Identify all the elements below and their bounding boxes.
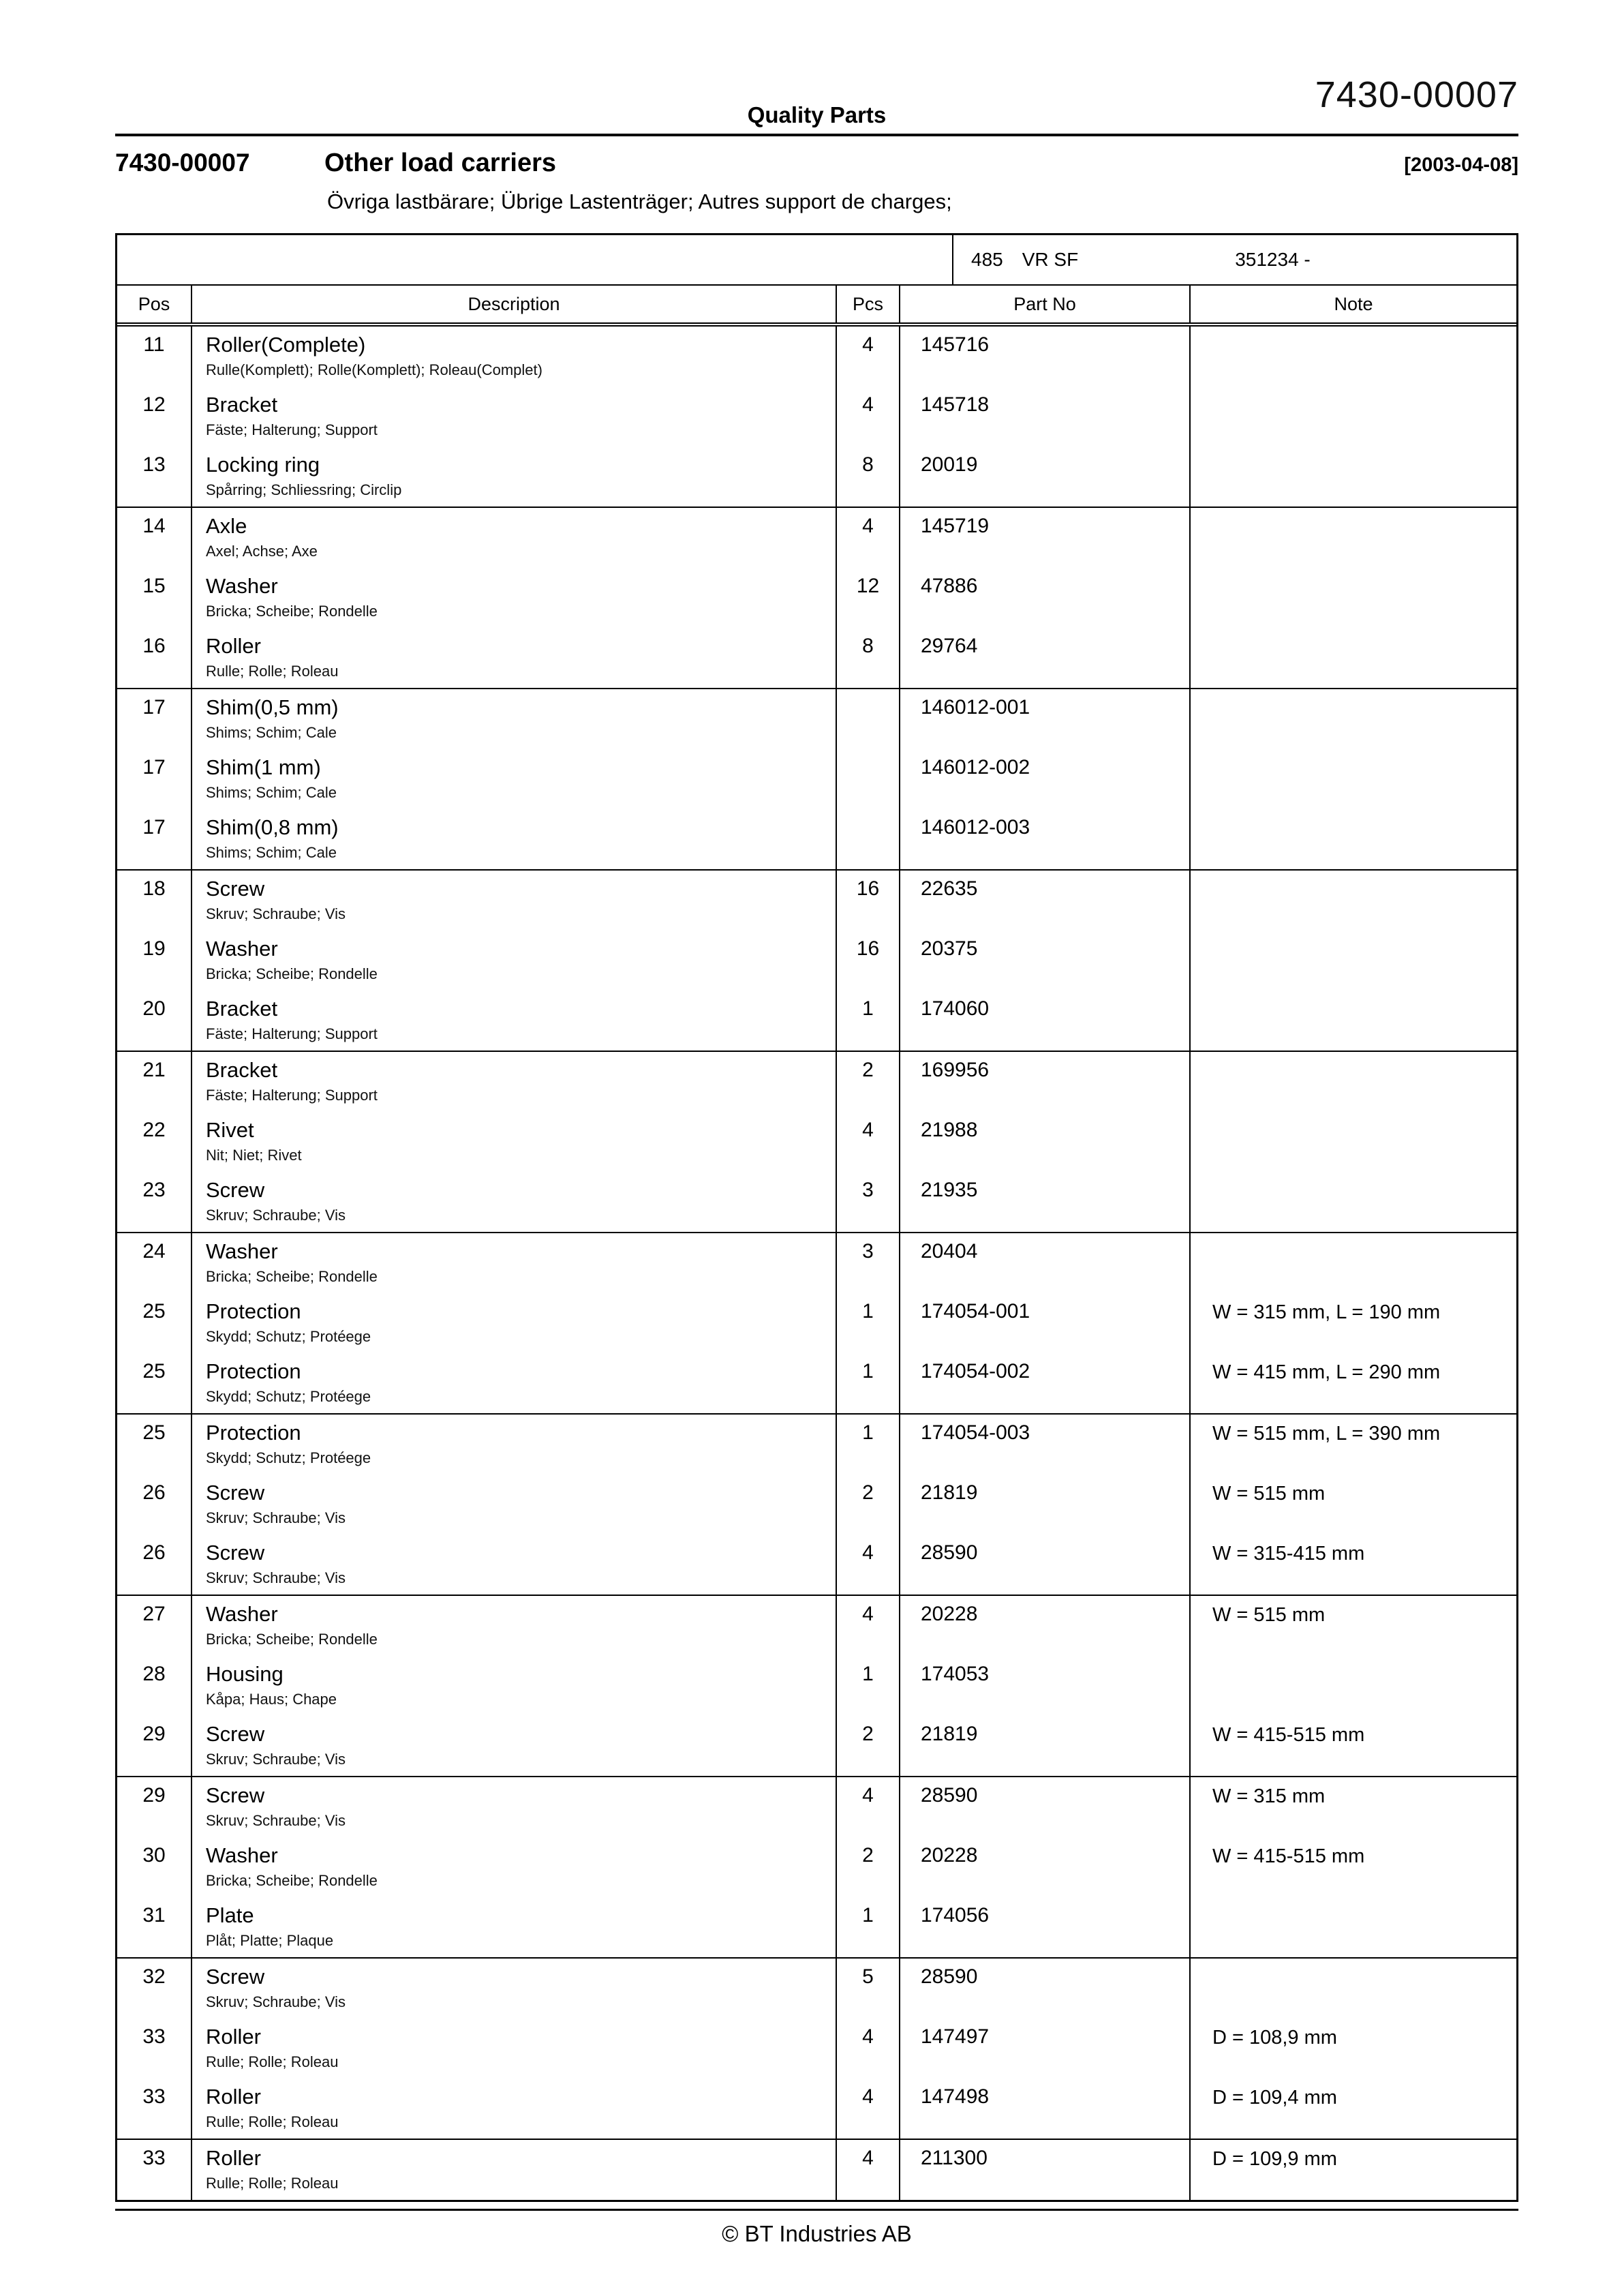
cell-pcs: 1 [836,991,899,1051]
part-name-translations: Skruv; Schraube; Vis [206,1569,346,1586]
cell-description [191,2019,836,2079]
cell-note: W = 515 mm [1189,1475,1516,1535]
cell-note [1189,749,1516,809]
cell-pos: 15 [142,575,166,597]
table-header-row [117,286,1516,327]
cell-pcs: 16 [836,871,899,931]
part-name: Protection [206,1359,301,1383]
cell-description [191,1293,836,1353]
row-group [117,1052,1516,1233]
table-row [117,327,1516,387]
meta-code: VR SF [1022,249,1079,270]
cell-description [191,2079,836,2139]
cell-description [191,508,836,568]
cell-note [1189,991,1516,1051]
part-name: Shim(1 mm) [206,755,321,779]
table-row [117,568,1516,628]
parts-table [115,233,1518,2202]
part-name-translations: Shims; Schim; Cale [206,724,337,741]
cell-pcs: 1 [836,1353,899,1413]
cell-description [191,1475,836,1535]
cell-pos: 26 [142,1481,166,1504]
part-name: Screw [206,1541,265,1565]
part-name: Shim(0,5 mm) [206,695,339,719]
part-name-translations: Skruv; Schraube; Vis [206,1993,346,2010]
brand-header: Quality Parts [747,102,887,127]
table-row [117,871,1516,931]
cell-part-no: 20375 [899,931,1189,991]
part-name-translations: Skydd; Schutz; Protéege [206,1328,371,1345]
cell-note [1189,508,1516,568]
column-header-pos: Pos [138,293,170,314]
cell-pos: 29 [142,1784,166,1807]
cell-part-no: 145718 [899,387,1189,447]
part-name-translations: Bricka; Scheibe; Rondelle [206,1872,378,1889]
cell-note [1189,327,1516,387]
cell-note [1189,931,1516,991]
cell-note: D = 108,9 mm [1189,2019,1516,2079]
part-name: Roller [206,634,261,658]
cell-part-no: 146012-001 [899,689,1189,749]
cell-pcs: 16 [836,931,899,991]
cell-pcs [836,809,899,869]
cell-pos: 17 [142,816,166,839]
cell-description [191,568,836,628]
cell-pos: 31 [142,1904,166,1927]
cell-pos: 30 [142,1844,166,1867]
table-row [117,1172,1516,1232]
part-name: Screw [206,1722,265,1746]
column-header-description: Description [191,286,836,322]
row-group [117,689,1516,871]
cell-description [191,689,836,749]
cell-description [191,1052,836,1112]
cell-pos: 27 [142,1603,166,1625]
cell-part-no: 21819 [899,1716,1189,1776]
table-row [117,1353,1516,1413]
part-name: Washer [206,574,278,598]
cell-description [191,1535,836,1595]
title-doc-number: 7430-00007 [115,149,250,177]
part-name: Locking ring [206,453,320,477]
part-name: Housing [206,1662,284,1686]
cell-pcs: 5 [836,1959,899,2019]
cell-description [191,1837,836,1897]
table-row [117,1777,1516,1837]
cell-part-no: 21988 [899,1112,1189,1172]
table-row [117,2079,1516,2139]
cell-pos: 17 [142,756,166,779]
cell-part-no: 145719 [899,508,1189,568]
cell-note: W = 415-515 mm [1189,1716,1516,1776]
cell-part-no: 147498 [899,2079,1189,2139]
part-name: Washer [206,1843,278,1867]
cell-part-no: 211300 [899,2140,1189,2200]
table-row [117,387,1516,447]
cell-part-no: 20228 [899,1596,1189,1656]
part-name-translations: Fäste; Halterung; Support [206,421,378,438]
cell-pcs: 4 [836,2140,899,2200]
table-row [117,1233,1516,1293]
cell-pcs: 4 [836,508,899,568]
cell-note: W = 315-415 mm [1189,1535,1516,1595]
cell-pos: 12 [142,393,166,416]
cell-note: D = 109,9 mm [1189,2140,1516,2200]
cell-part-no: 21819 [899,1475,1189,1535]
cell-description [191,991,836,1051]
cell-pos: 21 [142,1059,166,1081]
cell-pcs [836,689,899,749]
part-name: Rivet [206,1118,254,1142]
header-rule [115,134,1518,136]
part-name-translations: Axel; Achse; Axe [206,543,318,560]
cell-pcs: 3 [836,1233,899,1293]
cell-pcs: 12 [836,568,899,628]
table-row [117,931,1516,991]
cell-note [1189,809,1516,869]
table-row [117,1112,1516,1172]
table-row [117,1897,1516,1957]
table-row [117,1656,1516,1716]
cell-part-no: 174056 [899,1897,1189,1957]
part-name-translations: Kåpa; Haus; Chape [206,1691,337,1708]
part-name-translations: Plåt; Platte; Plaque [206,1932,334,1949]
cell-part-no: 174053 [899,1656,1189,1716]
cell-note [1189,1656,1516,1716]
cell-part-no: 174060 [899,991,1189,1051]
table-row [117,1293,1516,1353]
cell-pcs: 4 [836,1535,899,1595]
table-row [117,1052,1516,1112]
part-name: Screw [206,1178,265,1202]
table-row [117,2140,1516,2200]
cell-description [191,1897,836,1957]
cell-pcs: 1 [836,1656,899,1716]
cell-pcs: 8 [836,447,899,507]
part-name-translations: Rulle; Rolle; Roleau [206,2053,339,2070]
part-name: Roller [206,2025,261,2049]
cell-pos: 17 [142,696,166,719]
cell-part-no: 28590 [899,1777,1189,1837]
column-header-part-no: Part No [899,286,1189,322]
page-title: Other load carriers [324,149,557,177]
part-name-translations: Bricka; Scheibe; Rondelle [206,965,378,982]
cell-part-no: 28590 [899,1535,1189,1595]
cell-pcs: 1 [836,1415,899,1475]
cell-description [191,1959,836,2019]
part-name-translations: Bricka; Scheibe; Rondelle [206,603,378,620]
cell-pos: 28 [142,1663,166,1685]
cell-pos: 14 [142,515,166,537]
part-name: Protection [206,1299,301,1323]
meta-serial-range: 351234 - [1235,249,1311,270]
cell-pos: 22 [142,1119,166,1141]
table-row [117,1716,1516,1776]
cell-description [191,1172,836,1232]
cell-pcs: 4 [836,387,899,447]
cell-description [191,1353,836,1413]
cell-description [191,2140,836,2200]
cell-part-no: 20228 [899,1837,1189,1897]
cell-part-no: 28590 [899,1959,1189,2019]
table-row [117,1959,1516,2019]
cell-part-no: 21935 [899,1172,1189,1232]
cell-pcs: 4 [836,1596,899,1656]
cell-pos: 25 [142,1300,166,1323]
part-name-translations: Spårring; Schliessring; Circlip [206,481,402,498]
table-row [117,749,1516,809]
cell-part-no: 145716 [899,327,1189,387]
cell-pcs: 2 [836,1716,899,1776]
part-name-translations: Fäste; Halterung; Support [206,1025,378,1042]
cell-part-no: 29764 [899,628,1189,688]
part-name-translations: Nit; Niet; Rivet [206,1147,302,1164]
table-row [117,689,1516,749]
part-name: Roller [206,2085,261,2109]
part-name-translations: Skruv; Schraube; Vis [206,1751,346,1768]
part-name-translations: Skruv; Schraube; Vis [206,1509,346,1526]
row-group [117,1415,1516,1596]
row-group [117,1959,1516,2140]
part-name-translations: Fäste; Halterung; Support [206,1087,378,1104]
meta-info-cell [952,235,1516,284]
table-row [117,508,1516,568]
cell-part-no: 147497 [899,2019,1189,2079]
row-group [117,1596,1516,1777]
cell-note: W = 515 mm, L = 390 mm [1189,1415,1516,1475]
part-name-translations: Skydd; Schutz; Protéege [206,1388,371,1405]
cell-part-no: 20019 [899,447,1189,507]
cell-description [191,871,836,931]
cell-note [1189,1052,1516,1112]
table-row [117,1415,1516,1475]
cell-pcs: 4 [836,2019,899,2079]
table-meta-row [117,235,1516,286]
row-group [117,2140,1516,2200]
part-name-translations: Shims; Schim; Cale [206,784,337,801]
cell-part-no: 169956 [899,1052,1189,1112]
cell-pos: 32 [142,1965,166,1988]
table-row [117,2019,1516,2079]
cell-pos: 26 [142,1541,166,1564]
cell-pcs: 8 [836,628,899,688]
cell-pcs: 4 [836,1777,899,1837]
column-header-note: Note [1189,286,1516,322]
cell-description [191,1777,836,1837]
cell-description [191,931,836,991]
cell-pos: 24 [142,1240,166,1263]
cell-note: W = 315 mm, L = 190 mm [1189,1293,1516,1353]
part-name: Bracket [206,393,278,417]
cell-note: D = 109,4 mm [1189,2079,1516,2139]
part-name: Bracket [206,997,278,1021]
part-name: Screw [206,1783,265,1807]
cell-pos: 19 [142,937,166,960]
cell-part-no: 146012-002 [899,749,1189,809]
revision-date: [2003-04-08] [1404,154,1518,176]
part-name: Bracket [206,1058,278,1082]
cell-part-no: 174054-003 [899,1415,1189,1475]
cell-note [1189,447,1516,507]
cell-pcs: 2 [836,1475,899,1535]
cell-pcs: 4 [836,2079,899,2139]
meta-model: 485 [971,249,1003,270]
table-row [117,809,1516,869]
table-row [117,991,1516,1051]
cell-note [1189,871,1516,931]
cell-pos: 25 [142,1360,166,1383]
cell-pcs: 1 [836,1293,899,1353]
row-group [117,508,1516,689]
footer-rule [115,2209,1518,2211]
cell-note [1189,1897,1516,1957]
part-name: Plate [206,1903,254,1927]
part-name: Screw [206,1965,265,1989]
cell-note: W = 515 mm [1189,1596,1516,1656]
cell-part-no: 20404 [899,1233,1189,1293]
cell-description [191,809,836,869]
cell-pcs [836,749,899,809]
cell-description [191,1596,836,1656]
part-name-translations: Skydd; Schutz; Protéege [206,1449,371,1466]
cell-description [191,1233,836,1293]
part-name: Washer [206,1602,278,1626]
cell-pcs: 2 [836,1837,899,1897]
table-body [117,327,1516,2200]
cell-part-no: 174054-002 [899,1353,1189,1413]
table-row [117,1535,1516,1595]
cell-part-no: 174054-001 [899,1293,1189,1353]
cell-pos: 13 [142,453,166,476]
part-name-translations: Bricka; Scheibe; Rondelle [206,1631,378,1648]
table-row [117,447,1516,507]
cell-note [1189,689,1516,749]
cell-pos: 23 [142,1179,166,1201]
cell-description [191,1716,836,1776]
cell-pcs: 3 [836,1172,899,1232]
footer-copyright: © BT Industries AB [722,2221,912,2246]
cell-description [191,447,836,507]
part-name: Screw [206,877,265,901]
doc-number-top: 7430-00007 [1315,74,1518,115]
cell-pos: 18 [142,877,166,900]
row-group [117,871,1516,1052]
part-name-translations: Rulle; Rolle; Roleau [206,2175,339,2192]
part-name-translations: Shims; Schim; Cale [206,844,337,861]
table-row [117,628,1516,688]
row-group [117,1777,1516,1959]
cell-description [191,387,836,447]
cell-pcs: 4 [836,1112,899,1172]
meta-blank-cell [117,235,952,284]
page-subtitle: Övriga lastbärare; Übrige Lastenträger; Autres support de charges; [327,190,952,213]
part-name: Roller [206,2146,261,2170]
title-row [115,149,1518,178]
cell-description [191,628,836,688]
cell-note: W = 415 mm, L = 290 mm [1189,1353,1516,1413]
part-name: Washer [206,937,278,961]
cell-note [1189,1112,1516,1172]
part-name: Axle [206,514,247,538]
cell-note [1189,1172,1516,1232]
cell-part-no: 47886 [899,568,1189,628]
part-name: Protection [206,1421,301,1445]
cell-pos: 11 [143,333,165,356]
cell-pos: 20 [142,997,166,1020]
table-row [117,1596,1516,1656]
cell-note: W = 415-515 mm [1189,1837,1516,1897]
cell-pos: 16 [142,635,166,657]
cell-pos: 29 [142,1723,166,1745]
part-name-translations: Skruv; Schraube; Vis [206,905,346,922]
table-row [117,1475,1516,1535]
cell-description [191,749,836,809]
part-name-translations: Skruv; Schraube; Vis [206,1207,346,1224]
cell-description [191,327,836,387]
part-name-translations: Rulle(Komplett); Rolle(Komplett); Roleau(Complet) [206,361,542,378]
cell-pos: 25 [142,1421,166,1444]
cell-pos: 33 [142,2147,166,2169]
cell-pos: 33 [142,2025,166,2048]
part-name-translations: Bricka; Scheibe; Rondelle [206,1268,378,1285]
part-name-translations: Rulle; Rolle; Roleau [206,663,339,680]
cell-pcs: 2 [836,1052,899,1112]
cell-note: W = 315 mm [1189,1777,1516,1837]
cell-note [1189,568,1516,628]
cell-part-no: 146012-003 [899,809,1189,869]
column-header-pcs: Pcs [836,286,899,322]
part-name: Shim(0,8 mm) [206,815,339,839]
cell-pcs: 4 [836,327,899,387]
cell-part-no: 22635 [899,871,1189,931]
cell-note [1189,628,1516,688]
row-group [117,1233,1516,1415]
part-name-translations: Rulle; Rolle; Roleau [206,2113,339,2130]
cell-description [191,1656,836,1716]
table-row [117,1837,1516,1897]
row-group [117,327,1516,508]
part-name-translations: Skruv; Schraube; Vis [206,1812,346,1829]
cell-note [1189,1959,1516,2019]
cell-description [191,1415,836,1475]
cell-note [1189,387,1516,447]
cell-note [1189,1233,1516,1293]
cell-pcs: 1 [836,1897,899,1957]
part-name: Roller(Complete) [206,333,366,357]
cell-pos: 33 [142,2085,166,2108]
part-name: Screw [206,1481,265,1505]
cell-description [191,1112,836,1172]
part-name: Washer [206,1239,278,1263]
